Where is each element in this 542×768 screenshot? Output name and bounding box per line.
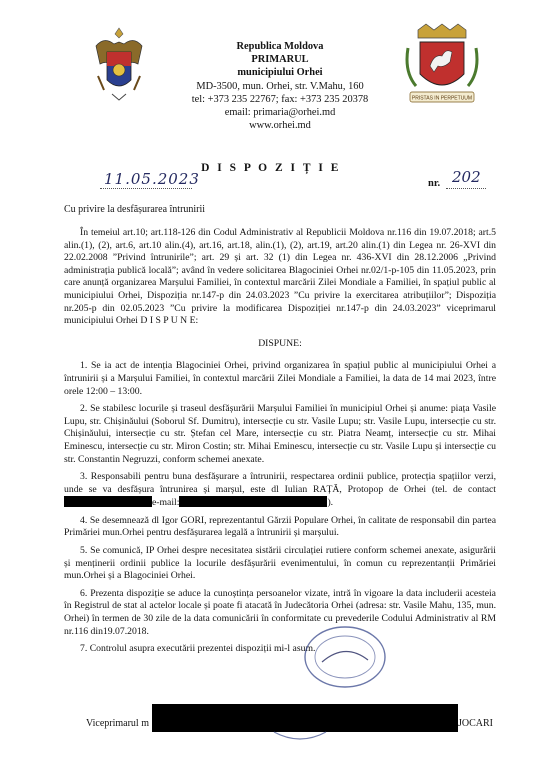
item-1: 1. Se ia act de intenția Blagociniei Orhei, privind organizarea în spațiul public al municipiului Orhei a întrunirii și a Marșului Familiei, în contextul marcării Zilei Mondiale a Familiei, la data de 14 mai 2023, între orele 12:00 – 13:00. [64, 360, 496, 397]
item-3-text: 3. Responsabili pentru buna desfășurare a întrunirii, respectarea ordinii publice, protecția spațiilor verzi, unde se va desfășura întrunirea și marșul, este dl Iulian RAȚĂ, Protopop de Orhei [64, 471, 496, 495]
preamble-paragraph: În temeiul art.10; art.118-126 din Codul Administrativ al Republicii Moldova nr.116 din 19.07.2018; art.5 alin.(1), (2), art.6, art.10 alin.(4), art.16, art.18, alin.(1), (2), art.19, art.20 alin.(1) din Legea nr. 26-XVI din 22.02.2008 ”Privind întrunirile”; art. 29 și art. 32 (1) din Legea nr. 436-XVI din 28.12.2006 „Privind administrația publică locală”; având în vedere solicitarea Blagociniei Orhei nr.02/1-p-105 din 11.05.2023, prin care anunță organizarea Marșului Familiei, în contextul marcării Zilei Mondiale a Familiei, în spațiul public al municipiului Orhei, Dispoziția nr.147-p din 24.03.2023 ”Cu privire la exercitarea atribuțiilor”; Dispoziția nr.205-p din 02.05.2023 ”Cu privire la modificarea Dispoziției nr.147-p din 24.03.2023” viceprimarul municipiului Orhei D I S P U N E: [64, 227, 496, 327]
item-3-contact-prefix: (tel. de contact [431, 483, 496, 495]
letterhead-email: email: primaria@orhei.md [224, 107, 336, 119]
item-3 [64, 471, 496, 510]
item-3-suffix: ). [327, 497, 334, 509]
handwritten-number: 202 [452, 168, 481, 186]
official-stamp-icon [300, 622, 390, 692]
document-body [64, 227, 496, 656]
item-4: 4. Se desemnează dl Igor GORI, reprezentantul Gărzii Populare Orhei, în calitate de responsabil din partea Primăriei mun.Orhei pentru desfășurarea legală a întrunirii și marșului. [64, 514, 496, 539]
item-7: 7. Controlul asupra executării prezentei dispoziții mi-l asum. [80, 643, 316, 655]
signature-role: Viceprimarul m [86, 718, 149, 729]
document-subject: Cu privire la desfășurarea întrunirii [64, 204, 206, 215]
dispune-heading: DISPUNE: [258, 337, 302, 349]
signatory-surname: JOCARI [458, 718, 494, 729]
letterhead-office: PRIMARUL [251, 54, 309, 66]
date-underline [100, 188, 192, 189]
letterhead-phones: tel: +373 235 22767; fax: +373 235 20378 [191, 93, 369, 105]
document-title: D I S P O Z I Ț I E [201, 162, 341, 174]
letterhead-address: MD-3500, mun. Orhei, str. V.Mahu, 160 [196, 80, 364, 92]
orhei-coat-of-arms-icon [404, 22, 480, 110]
item-2: 2. Se stabilesc locurile și traseul desfășurării Marșului Familiei în municipiul Orhei și anume: piața Vasile Lupu, str. Chișinăului (Soborul Sf. Dumitru), intersecție cu str. Vasile Lupu; str. Vasile Lupu, intersecție cu str. Chișinăului, intersecție cu str. Ștefan cel Mare, intersecție cu str. Piatra Neamț, intersecție cu str. Mihai Eminescu, intersecție cu str. Miron Costin; str. Mihai Eminescu, intersecție cu str. Vasile Lupu și intersecție cu str. Constantin Negruzzi, conform schemei anexate. [64, 403, 496, 465]
stamp-fragment-icon [270, 730, 330, 746]
letterhead [160, 40, 400, 132]
item-6: 6. Prezenta dispoziție se aduce la cunoștința persoanelor vizate, intră în vigoare la data includerii acesteia în Registrul de stat al actelor locale și poate fi atacată în Judecătoria Orhei (adresa: str. Vasile Mahu, 135, mun. Orhei) în termen de 30 zile de la data comunicării în conformitate cu prevederile Codului Administrativ al RM nr.116 din19.07.2018. [64, 587, 496, 637]
redacted-email [179, 496, 327, 507]
redacted-signature-block [152, 704, 458, 732]
redacted-phone [64, 496, 152, 507]
number-underline [446, 188, 486, 189]
letterhead-country: Republica Moldova [236, 41, 324, 52]
letterhead-website: www.orhei.md [249, 120, 311, 132]
number-label: nr. [428, 178, 441, 189]
moldova-coat-of-arms-icon [90, 24, 148, 104]
crest-motto: PRISTAS IN PERPETUUM [411, 95, 473, 102]
item-5: 5. Se comunică, IP Orhei despre necesitatea sistării circulației rutiere conform schemei anexate, asigurării și menținerii ordinii publice la locurile desfășurării evenimentului, în comun cu reprezentanții Primăriei mun.Orhei și a Blagociniei Orhei. [64, 545, 496, 582]
letterhead-municipality: municipiului Orhei [237, 67, 323, 79]
item-3-email-label: e-mail: [152, 497, 180, 509]
handwritten-date: 11.05.2023 [104, 170, 200, 188]
